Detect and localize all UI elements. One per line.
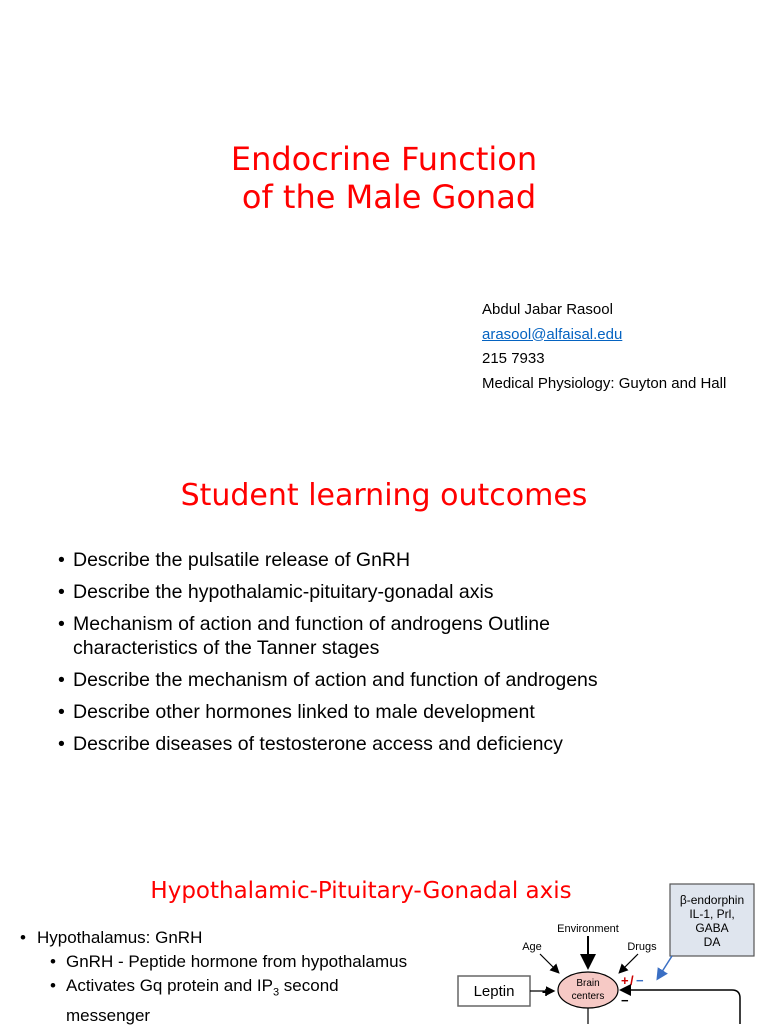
age-arrow — [540, 954, 558, 972]
reference-text: Medical Physiology: Guyton and Hall — [482, 374, 727, 392]
age-label: Age — [522, 941, 542, 953]
outcomes-title: Student learning outcomes — [180, 478, 588, 513]
author-phone: 215 7933 — [482, 350, 545, 367]
hpg-axis-diagram — [440, 860, 768, 1024]
drugs-arrow — [620, 954, 638, 972]
list-item: • Mechanism of action and function of androgens Outline characteristics of the Tanner stages — [58, 612, 603, 660]
author-email-link[interactable]: arasool@alfaisal.edu — [482, 325, 623, 343]
box-text-1: β-endorphin — [679, 893, 745, 907]
presentation-title — [0, 140, 768, 216]
brain-label-2: centers — [571, 991, 605, 1002]
hpg-title: Hypothalamic-Pituitary-Gonadal axis — [150, 878, 572, 904]
box-text-2: IL-1, Prl, — [689, 907, 735, 921]
list-item: • Describe the hypothalamic-pituitary-gonadal axis — [58, 580, 658, 604]
title-line-1: Endocrine Function — [230, 140, 538, 178]
environment-label: Environment — [557, 923, 619, 935]
leptin-plus: + — [541, 984, 551, 1000]
list-item: • Describe the pulsatile release of GnRH — [58, 548, 658, 572]
hpg-bullet-gnrh: • GnRH - Peptide hormone from hypothalamus — [20, 950, 440, 974]
outcomes-list — [58, 548, 658, 764]
feedback-minus: − — [621, 993, 629, 1008]
minus-sign: − — [636, 973, 644, 988]
list-item: • Describe diseases of testosterone access and deficiency — [58, 732, 658, 756]
hpg-bullet-gq-cont: messenger — [66, 1006, 151, 1026]
hpg-bullet-hypothalamus: • Hypothalamus: GnRH — [20, 926, 440, 950]
regulator-arrow — [658, 956, 672, 978]
box-text-3: GABA — [695, 921, 729, 935]
list-item: • Describe other hormones linked to male development — [58, 700, 658, 724]
list-item: • Describe the mechanism of action and function of androgens — [58, 668, 658, 692]
drugs-label: Drugs — [627, 941, 657, 953]
hpg-bullets — [20, 926, 440, 1028]
brain-label-1: Brain — [576, 978, 600, 989]
box-text-4: DA — [703, 935, 721, 949]
title-line-2: of the Male Gonad — [241, 178, 537, 216]
plus-sign: + — [621, 973, 629, 988]
slash-sign: / — [630, 973, 634, 988]
author-block — [482, 298, 726, 396]
feedback-arrow — [622, 990, 740, 1024]
title-slide — [0, 0, 768, 440]
hpg-bullet-gq: • Activates Gq protein and $IP_3$ second — [20, 974, 440, 1004]
leptin-label: Leptin — [473, 983, 515, 1000]
author-name: Abdul Jabar Rasool — [482, 301, 613, 318]
